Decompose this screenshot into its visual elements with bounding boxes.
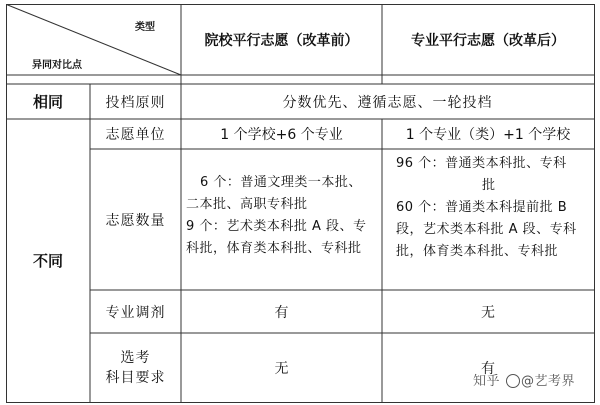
watermark-site: 知乎 — [473, 374, 501, 389]
adjustment-after: 无 — [481, 304, 495, 321]
adjustment-before: 有 — [274, 304, 289, 321]
quantity-before-line: 9 个：艺术类本科批 A 段、专 — [186, 219, 367, 234]
watermark-author: @艺考界 — [521, 374, 576, 389]
subjects-after: 有 — [481, 360, 495, 377]
zhihu-watermark — [473, 370, 575, 389]
group-label-same: 相同 — [32, 93, 63, 111]
quantity-after — [396, 153, 592, 263]
principle-value: 分数优先、遵循志愿、一轮投档 — [282, 94, 493, 111]
row-label-unit: 志愿单位 — [105, 127, 166, 143]
row-label-subjects-line: 科目要求 — [105, 369, 166, 386]
quantity-after-line: 60 个：普通类本科提前批 B — [396, 200, 568, 215]
unit-before: 1 个学校+6 个专业 — [220, 127, 343, 143]
quantity-before — [186, 172, 380, 260]
row-label-subjects-line: 选考 — [120, 349, 151, 366]
quantity-after-line: 段，艺术类本科批 A 段、专科 — [396, 222, 577, 237]
column-header-after: 专业平行志愿（改革后） — [411, 32, 565, 49]
quantity-before-line: 科批，体育类本科批、专科批 — [186, 241, 362, 256]
row-label-subjects — [90, 333, 181, 402]
quantity-after-line: 批 — [482, 178, 496, 193]
row-label-adjustment: 专业调剂 — [105, 304, 166, 321]
quantity-after-line: 96 个：普通类本科批、专科 — [396, 156, 567, 171]
quantity-before-line: 二本批、高职专科批 — [186, 197, 308, 212]
speech-bubble-icon — [506, 374, 520, 388]
quantity-before-line: 6 个：普通文理类一本批、 — [200, 175, 362, 190]
row-label-quantity: 志愿数量 — [105, 212, 166, 229]
quantity-after-line: 批，体育类本科批、专科批 — [396, 244, 559, 259]
column-header-before: 院校平行志愿（改革前） — [204, 32, 359, 49]
row-label-principle: 投档原则 — [105, 94, 166, 111]
diagonal-header-compare: 异同对比点 — [32, 59, 82, 71]
group-label-different: 不同 — [32, 252, 63, 270]
subjects-before: 无 — [274, 360, 289, 377]
diagonal-header-type: 类型 — [135, 21, 155, 33]
unit-after: 1 个专业（类）+1 个学校 — [405, 127, 571, 143]
